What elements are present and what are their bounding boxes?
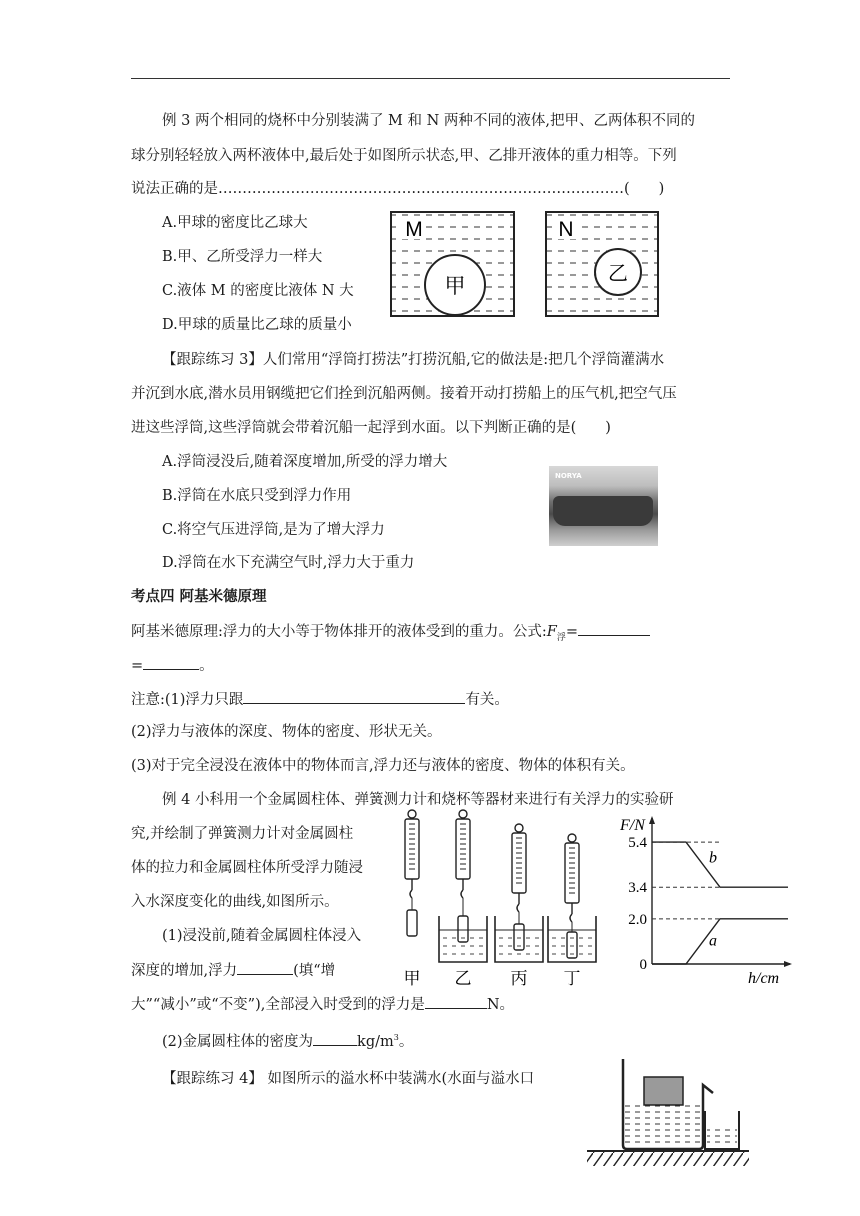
ex4-q1-a: (1)浸没前,随着金属圆柱体浸入	[162, 928, 362, 944]
apparatus-labels	[404, 969, 581, 989]
ex3-line1: 例 3 两个相同的烧杯中分别装满了 M 和 N 两种不同的液体,把甲、乙两体积不同的	[162, 113, 696, 129]
ball-yi-label: 乙	[608, 261, 628, 285]
ex3-option-b: B.甲、乙所受浮力一样大	[162, 249, 323, 265]
label-bing: 丙	[510, 969, 528, 989]
chart-tick-label: 0	[639, 957, 647, 973]
note2: (2)浮力与液体的深度、物体的密度、形状无关。	[131, 724, 442, 740]
track4-line1: 【跟踪练习 4】 如图所示的溢水杯中装满水(水面与溢水口	[162, 1071, 535, 1087]
ex4-q2-label: (2)金属圆柱体的密度为	[162, 1033, 314, 1050]
label-yi: 乙	[454, 969, 472, 989]
track3-option-b: B.浮筒在水底只受到浮力作用	[162, 488, 352, 504]
scale-ring	[515, 824, 523, 832]
ex4-line3: 体的拉力和金属圆柱体所受浮力随浸	[131, 860, 363, 876]
ex4-q1-b: 深度的增加,浮力	[131, 963, 238, 979]
formula-f: F	[546, 624, 557, 640]
formula-eq2: =	[131, 658, 144, 674]
salvage-ship-photo	[549, 466, 658, 546]
ex4-q2-sup: 3	[393, 1033, 399, 1042]
ex3-option-a: A.甲球的密度比乙球大	[162, 215, 308, 231]
formula-subscript: 浮	[556, 632, 566, 643]
ex4-q1-line3	[131, 994, 514, 1015]
overflow-cup-figure	[583, 1055, 753, 1167]
answer-blank[interactable]	[243, 689, 465, 704]
ex3-beaker-figure	[388, 209, 668, 321]
formula-period: 。	[199, 658, 214, 674]
immersed-block	[644, 1077, 683, 1105]
track3-line2: 并沉到水底,潜水员用钢缆把它们拴到沉船两侧。接着开动打捞船上的压气机,把空气压	[131, 386, 677, 402]
ex3-option-c: C.液体 M 的密度比液体 N 大	[162, 283, 354, 299]
spring-scale-apparatus	[395, 806, 595, 990]
track3-option-d: D.浮筒在水下充满空气时,浮力大于重力	[162, 555, 415, 571]
beaker-m	[391, 212, 514, 316]
formula-line2	[131, 655, 214, 676]
series-label-b: b	[709, 849, 717, 867]
ex3-line3: 说法正确的是…………………………………………………………………………( )	[131, 181, 665, 197]
series-label-a: a	[709, 932, 717, 950]
answer-blank[interactable]	[143, 655, 199, 670]
spring-scale	[405, 810, 419, 936]
track3-line1: 【跟踪练习 3】人们常用“浮筒打捞法”打捞沉船,它的做法是:把几个浮筒灌满水	[162, 352, 665, 368]
note1-post: 有关。	[465, 692, 509, 708]
note1	[131, 689, 509, 710]
note3: (3)对于完全浸没在液体中的物体而言,浮力还与液体的密度、物体的体积有关。	[131, 758, 635, 774]
ex4-q1-line2	[131, 960, 335, 981]
ship-hull	[553, 496, 653, 526]
track3-option-c: C.将空气压进浮筒,是为了增大浮力	[162, 522, 385, 538]
track3-option-a: A.浮筒浸没后,随着深度增加,所受的浮力增大	[162, 454, 448, 470]
answer-blank[interactable]	[578, 621, 650, 636]
answer-blank[interactable]	[237, 960, 293, 975]
spring-scale	[495, 824, 543, 962]
spring-scale	[439, 810, 487, 962]
principle-text	[131, 621, 650, 648]
ex4-q1-d: 大”“减小”或“不变”),全部浸入时受到的浮力是	[131, 997, 425, 1013]
ex4-q2	[162, 1028, 413, 1052]
label-m: M	[405, 218, 423, 241]
principle-label: 阿基米德原理:浮力的大小等于物体排开的液体受到的重力。公式:	[131, 624, 547, 640]
chart-tick-label: 3.4	[628, 880, 647, 897]
ex4-line4: 入水深度变化的曲线,如图所示。	[131, 894, 339, 910]
chart-ylabel: F/N	[620, 817, 645, 834]
spring-scale	[548, 834, 596, 962]
scale-ring	[459, 810, 467, 818]
chart-x-arrow	[784, 961, 792, 967]
force-depth-chart	[612, 812, 800, 988]
scale-hook-curve	[517, 904, 519, 912]
formula-eq1: =	[565, 624, 579, 640]
label-n: N	[558, 218, 574, 241]
scale-hook-curve	[461, 890, 463, 898]
ex3-line2: 球分别轻轻放入两杯液体中,最后处于如图所示状态,甲、乙排开液体的重力相等。下列	[131, 148, 677, 164]
answer-blank[interactable]	[425, 994, 487, 1009]
section-heading: 考点四 阿基米德原理	[131, 589, 267, 605]
chart-tick-label: 5.4	[628, 835, 647, 852]
ex4-q1-unit: N。	[486, 997, 515, 1013]
ex4-line2: 究,并绘制了弹簧测力计对金属圆柱	[131, 826, 354, 842]
note1-pre: 注意:(1)浮力只跟	[131, 692, 244, 708]
ex3-option-d: D.甲球的质量比乙球的质量小	[162, 317, 352, 333]
track3-line3: 进这些浮筒,这些浮筒就会带着沉船一起浮到水面。以下判断正确的是( )	[131, 420, 611, 436]
scale-ring	[408, 810, 416, 818]
ex4-q1-c: (填“增	[293, 963, 336, 979]
label-jia: 甲	[403, 969, 421, 989]
ex4-q2-end: 。	[398, 1033, 414, 1050]
scale-hook-curve	[410, 890, 412, 898]
metal-cylinder	[407, 910, 417, 936]
spring-scales	[405, 810, 596, 962]
header-rule	[131, 78, 730, 79]
ex4-line1: 例 4 小科用一个金属圆柱体、弹簧测力计和烧杯等器材来进行有关浮力的实验研	[162, 792, 674, 808]
ex4-q2-unit: kg/m	[357, 1033, 394, 1050]
beaker-n	[546, 212, 658, 316]
scale-hook-curve	[570, 914, 572, 922]
chart-y-arrow	[649, 816, 655, 824]
chart-tick-label: 2.0	[628, 911, 647, 928]
ball-jia-label: 甲	[444, 274, 466, 298]
series-line-b	[652, 842, 788, 887]
answer-blank[interactable]	[313, 1031, 357, 1046]
chart-xlabel: h/cm	[748, 970, 780, 987]
label-ding: 丁	[563, 969, 581, 989]
series-line-a	[652, 919, 788, 964]
table-hatch	[587, 1152, 749, 1166]
ship-name-text: NORYA	[555, 472, 582, 480]
scale-ring	[568, 834, 576, 842]
